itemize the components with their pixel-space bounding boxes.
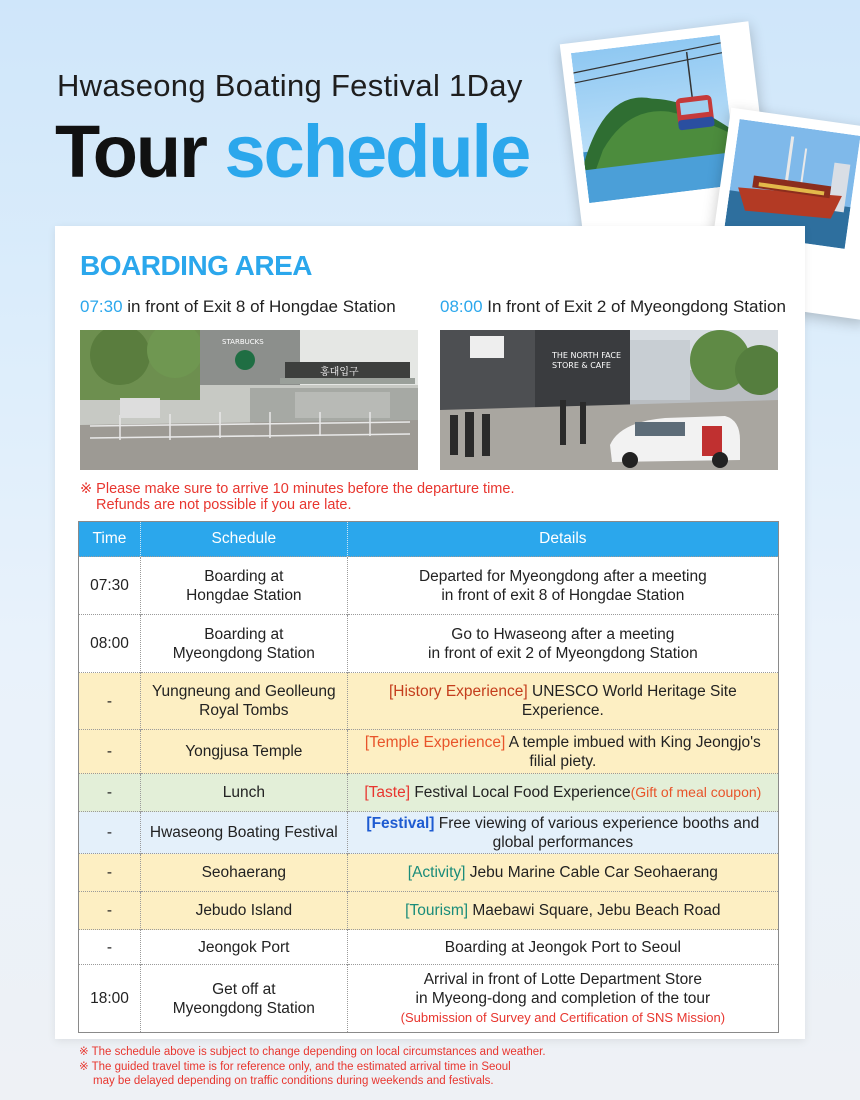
details-line: filial piety. — [529, 752, 597, 770]
hongdae-station-sign: 홍대입구 — [320, 367, 359, 378]
details-line: UNESCO World Heritage Site Experience. — [521, 683, 737, 719]
table-row — [79, 965, 779, 1033]
footer-line-3: may be delayed depending on traffic conditions during weekends and festivals. — [93, 1075, 494, 1087]
details-line: global performances — [492, 833, 634, 851]
arrival-notice — [80, 481, 514, 513]
schedule-line: Boarding at — [204, 625, 284, 643]
details-line: in front of exit 2 of Myeongdong Station — [428, 644, 698, 662]
photo-hongdae-exit — [80, 330, 418, 470]
cell-details — [347, 812, 778, 854]
details-line: Go to Hwaseong after a meeting — [451, 625, 675, 643]
schedule-line: Hongdae Station — [186, 586, 302, 604]
cell-time: - — [79, 930, 141, 965]
cell-details — [347, 892, 778, 930]
photo-myeongdong-exit — [440, 330, 778, 470]
boarding-time-myeongdong: 08:00 — [440, 297, 483, 316]
boarding-location-hongdae — [80, 297, 396, 317]
header-schedule: Schedule — [140, 522, 347, 557]
table-row — [79, 673, 779, 730]
cell-time: 18:00 — [79, 965, 141, 1033]
cell-schedule: Lunch — [140, 774, 347, 812]
schedule-line: Get off at — [212, 980, 276, 998]
details-line: in front of exit 8 of Hongdae Station — [441, 586, 685, 604]
cell-details — [347, 965, 778, 1033]
table-row — [79, 557, 779, 615]
schedule-line: Boarding at — [204, 567, 284, 585]
table-row — [79, 812, 779, 854]
boarding-area-title: BOARDING AREA — [80, 250, 313, 281]
boarding-text-myeongdong: In front of Exit 2 of Myeongdong Station — [482, 297, 786, 316]
cell-details — [347, 673, 778, 730]
details-line: Festival Local Food Experience — [410, 784, 631, 801]
cell-schedule: Jeongok Port — [140, 930, 347, 965]
cell-schedule — [140, 673, 347, 730]
cell-time: - — [79, 730, 141, 774]
header-time: Time — [79, 522, 141, 557]
details-line: in Myeong-dong and completion of the tour — [415, 990, 711, 1007]
cell-schedule: Seohaerang — [140, 854, 347, 892]
cell-time: - — [79, 673, 141, 730]
footer-line-2: ※ The guided travel time is for reference only, and the estimated arrival time in Seoul — [79, 1060, 511, 1073]
cell-schedule — [140, 965, 347, 1033]
header-details: Details — [347, 522, 778, 557]
schedule-table — [78, 521, 779, 1033]
footer-notes — [79, 1045, 546, 1089]
cell-details — [347, 615, 778, 673]
cell-schedule — [140, 615, 347, 673]
detail-extra: (Gift of meal coupon) — [630, 784, 762, 800]
details-line: Departed for Myeongdong after a meeting — [418, 567, 707, 585]
detail-mission-note: (Submission of Survey and Certification of SNS Mission) — [400, 1010, 726, 1025]
cell-schedule: Jebudo Island — [140, 892, 347, 930]
schedule-line: Yungneung and Geolleung — [152, 683, 336, 700]
cell-details — [347, 774, 778, 812]
notice-line-1: ※ Please make sure to arrive 10 minutes before the departure time. — [80, 481, 515, 497]
cell-details — [347, 557, 778, 615]
detail-tag: [Tourism] — [405, 902, 469, 919]
cell-details — [347, 730, 778, 774]
table-row — [79, 930, 779, 965]
table-header-row — [79, 522, 779, 557]
boarding-location-myeongdong — [440, 297, 786, 317]
details-line: Maebawi Square, Jebu Beach Road — [468, 902, 721, 919]
details-line: A temple imbued with King Jeongjo's — [505, 733, 761, 751]
cell-time: - — [79, 774, 141, 812]
subtitle: Hwaseong Boating Festival 1Day — [57, 68, 523, 103]
detail-tag: [Festival] — [366, 814, 435, 832]
cell-time: 07:30 — [79, 557, 141, 615]
table-row — [79, 854, 779, 892]
details-line: Arrival in front of Lotte Department Store — [423, 971, 702, 988]
cell-details — [347, 854, 778, 892]
cell-schedule: Yongjusa Temple — [140, 730, 347, 774]
footer-line-1: ※ The schedule above is subject to change depending on local circumstances and weather. — [79, 1046, 546, 1058]
details-line: Free viewing of various experience booths and — [434, 814, 760, 832]
table-row — [79, 615, 779, 673]
starbucks-sign: STARBUCKS — [222, 338, 264, 346]
detail-tag: [Taste] — [364, 784, 411, 801]
cell-time: 08:00 — [79, 615, 141, 673]
schedule-line: Myeongdong Station — [172, 644, 315, 662]
detail-tag: [Activity] — [407, 864, 466, 881]
boarding-text-hongdae: in front of Exit 8 of Hongdae Station — [122, 297, 396, 316]
page-title — [55, 110, 529, 194]
cable-car-photo — [571, 35, 738, 203]
cell-time: - — [79, 854, 141, 892]
detail-tag: [History Experience] — [388, 683, 528, 700]
table-row — [79, 892, 779, 930]
details-line: Jebu Marine Cable Car Seohaerang — [465, 864, 718, 881]
cell-schedule: Hwaseong Boating Festival — [140, 812, 347, 854]
schedule-card — [55, 226, 805, 1039]
schedule-line: Royal Tombs — [199, 702, 289, 719]
title-tour: Tour — [55, 110, 206, 193]
schedule-line: Myeongdong Station — [172, 999, 315, 1017]
table-row — [79, 774, 779, 812]
notice-line-2: Refunds are not possible if you are late. — [96, 497, 352, 513]
northface-sign-1: THE NORTH FACE — [552, 351, 622, 360]
cell-details: Boarding at Jeongok Port to Seoul — [347, 930, 778, 965]
cell-time: - — [79, 812, 141, 854]
northface-sign-2: STORE & CAFE — [552, 361, 611, 370]
boarding-time-hongdae: 07:30 — [80, 297, 123, 316]
cell-schedule — [140, 557, 347, 615]
table-row — [79, 730, 779, 774]
detail-tag: [Temple Experience] — [364, 733, 506, 751]
title-schedule: schedule — [224, 110, 530, 193]
cell-time: - — [79, 892, 141, 930]
